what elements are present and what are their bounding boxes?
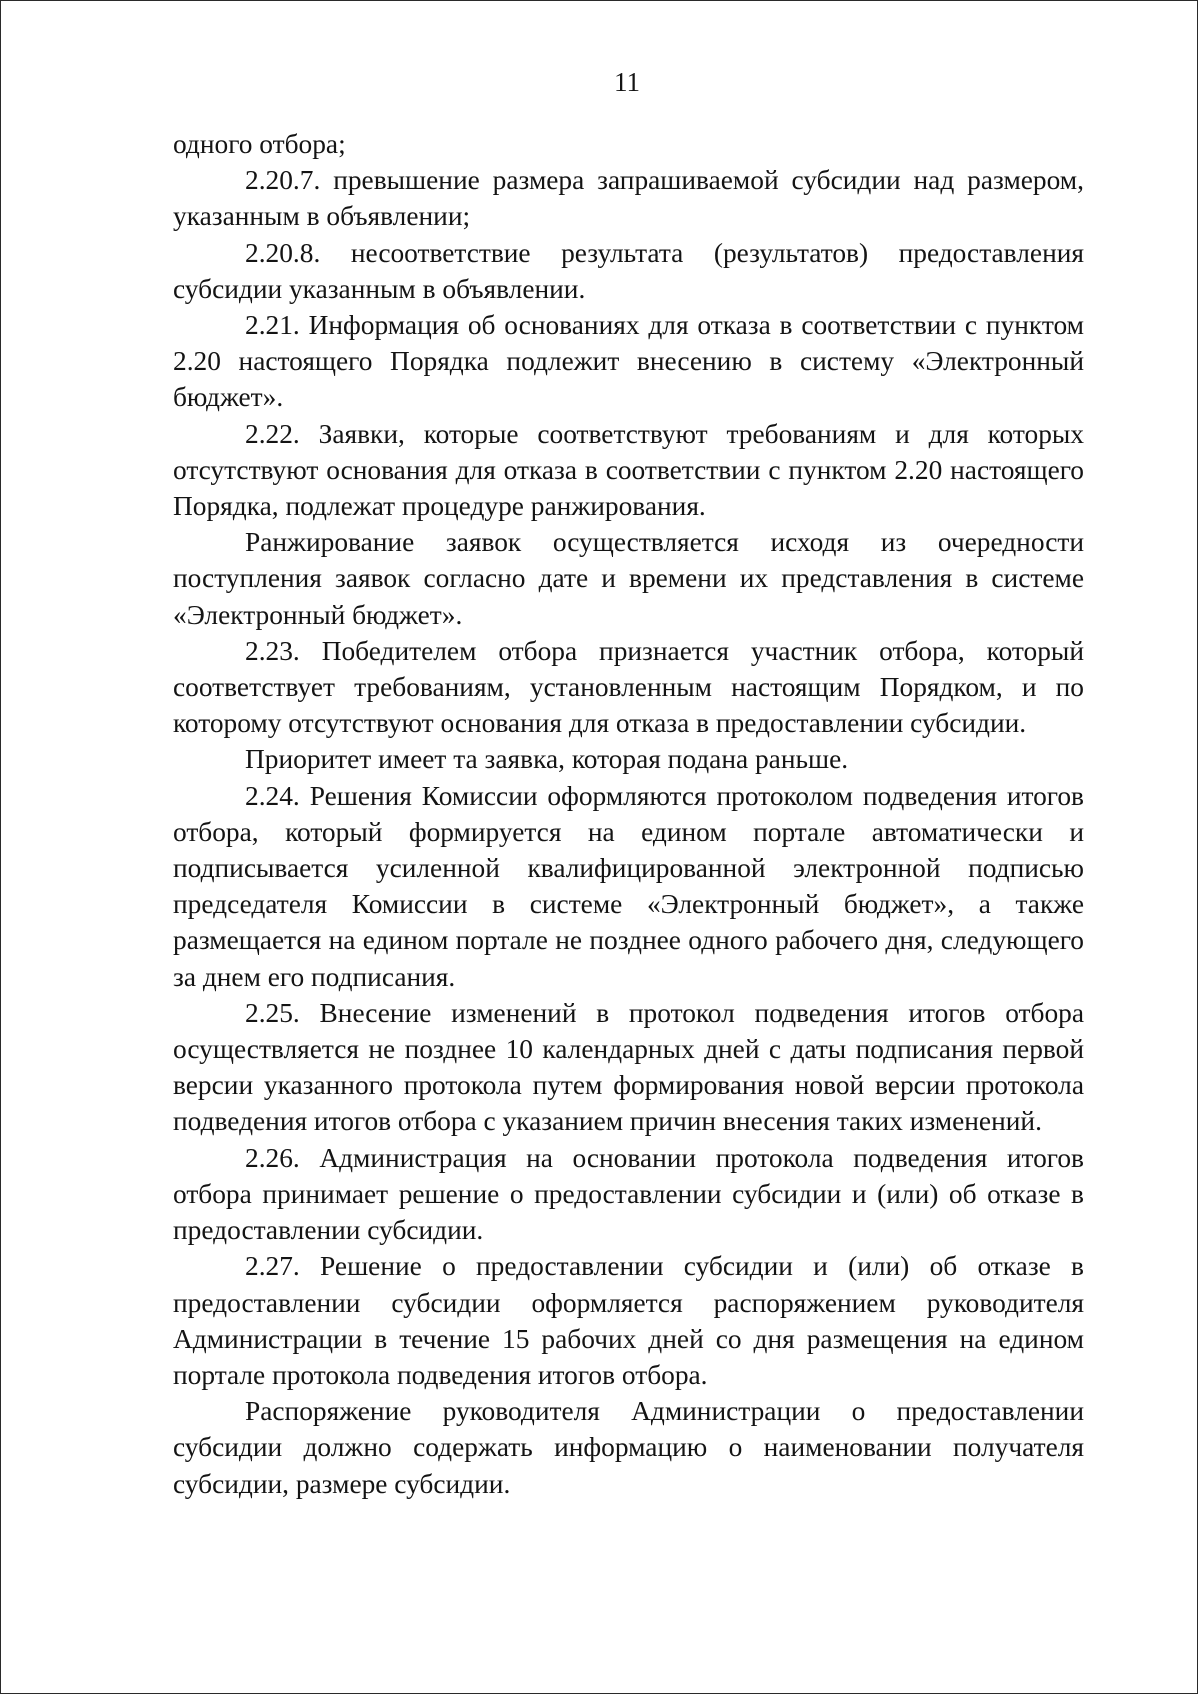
paragraph-2-20-8: 2.20.8. несоответствие результата (результатов) предоставления субсидии указанным в объявлении. [173,237,1084,304]
page-number: 11 [614,67,640,97]
paragraph-continuation: одного отбора; [173,129,346,159]
paragraph-2-21: 2.21. Информация об основаниях для отказа в соответствии с пунктом 2.20 настоящего Порядка подлежит внесению в систему «Электронный бюджет». [173,310,1084,413]
paragraph-2-25: 2.25. Внесение изменений в протокол подведения итогов отбора осуществляется не позднее 10 календарных дней с даты подписания первой версии указанного протокола путем формирования новой версии протокола подведения итогов отбора с указанием причин внесения таких изменений. [173,997,1084,1137]
paragraph-2-23: 2.23. Победителем отбора признается участник отбора, который соответствует требованиям, установленным настоящим Порядком, и по которому отсутствуют основания для отказа в предоставлении субсидии. [173,635,1084,739]
paragraph-ranking: Ранжирование заявок осуществляется исходя из очередности поступления заявок согласно дате и времени их представления в системе «Электронный бюджет». [173,527,1084,630]
paragraph-priority: Приоритет имеет та заявка, которая подана раньше. [245,744,849,775]
paragraph-2-27: 2.27. Решение о предоставлении субсидии и (или) об отказе в предоставлении субсидии оформляется распоряжением руководителя Администрации в течение 15 рабочих дней со дня размещения на едином портале протокола подведения итогов отбора. [173,1251,1084,1390]
paragraph-2-22: 2.22. Заявки, которые соответствуют требованиям и для которых отсутствуют основания для отказа в соответствии с пунктом 2.20 настоящего Порядка, подлежат процедуре ранжирования. [173,418,1084,522]
document-body [173,126,1084,1502]
paragraph-order-contents: Распоряжение руководителя Администрации о предоставлении субсидии должно содержать информацию о наименовании получателя субсидии, размере субсидии. [173,1396,1084,1499]
paragraph-2-26: 2.26. Администрация на основании протокола подведения итогов отбора принимает решение о предоставлении субсидии и (или) об отказе в предоставлении субсидии. [173,1142,1084,1246]
paragraph-2-20-7: 2.20.7. превышение размера запрашиваемой субсидии над размером, указанным в объявлении; [173,165,1084,232]
paragraph-2-24: 2.24. Решения Комиссии оформляются протоколом подведения итогов отбора, который формируется на едином портале автоматически и подписывается усиленной квалифицированной электронной подписью председателя Комиссии в системе «Электронный бюджет», а также размещается на едином портале не позднее одного рабочего дня, следующего за днем его подписания. [173,780,1084,992]
